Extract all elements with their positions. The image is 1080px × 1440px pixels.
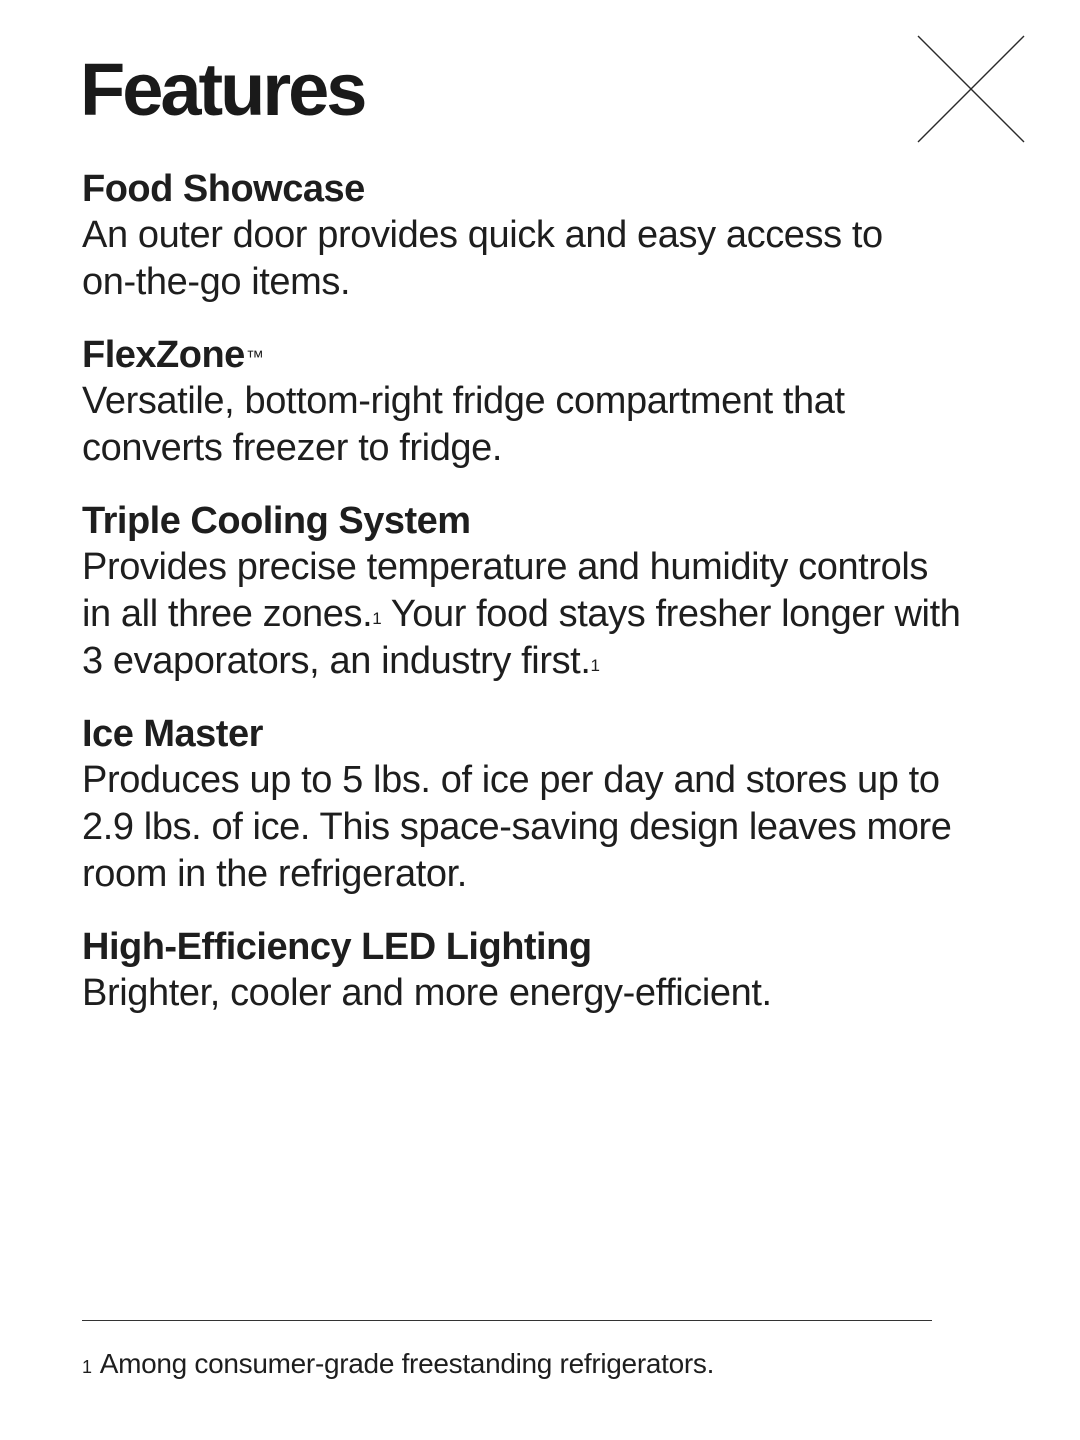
feature-description: [82, 757, 1022, 898]
feature-description: [82, 544, 1022, 685]
description-line: on-the-go items.: [82, 261, 351, 303]
page-title: Features: [80, 48, 365, 131]
description-line-continued: Your food stays fresher longer with: [381, 593, 961, 635]
feature-title-text: Ice Master: [82, 713, 263, 755]
description-line: in all three zones.: [82, 593, 373, 635]
feature-description: [82, 212, 1022, 306]
feature-food-showcase: [82, 166, 1022, 306]
feature-title: [82, 924, 1022, 970]
feature-title-text: FlexZone: [82, 334, 245, 376]
description-line: 2.9 lbs. of ice. This space-saving design leaves more: [82, 806, 952, 848]
feature-title: [82, 498, 1022, 544]
feature-title-text: Triple Cooling System: [82, 500, 471, 542]
footnote-mark: 1: [82, 1357, 92, 1377]
close-button[interactable]: [912, 32, 1030, 146]
feature-title: [82, 711, 1022, 757]
description-line: Produces up to 5 lbs. of ice per day and stores up to: [82, 759, 940, 801]
feature-led-lighting: [82, 924, 1022, 1017]
feature-description: [82, 378, 1022, 472]
description-line: Versatile, bottom-right fridge compartment that: [82, 380, 845, 422]
trademark-symbol: ™: [245, 347, 264, 367]
description-line: 3 evaporators, an industry first.: [82, 640, 591, 682]
feature-title: [82, 166, 1022, 212]
footnote: [82, 1346, 714, 1382]
feature-title-text: High-Efficiency LED Lighting: [82, 926, 592, 968]
feature-ice-master: [82, 711, 1022, 898]
footnote-divider: [82, 1320, 932, 1321]
description-line: converts freezer to fridge.: [82, 427, 503, 469]
feature-title-text: Food Showcase: [82, 168, 365, 210]
footnote-reference[interactable]: 1: [590, 656, 600, 675]
feature-title: [82, 332, 1022, 378]
feature-triple-cooling-system: [82, 498, 1022, 685]
close-x-icon: [912, 32, 1030, 146]
features-list: [82, 166, 1022, 1043]
description-line: Brighter, cooler and more energy-efficient.: [82, 972, 772, 1014]
description-line: An outer door provides quick and easy access to: [82, 214, 883, 256]
footnote-text: Among consumer-grade freestanding refrigerators.: [99, 1348, 715, 1379]
description-line: room in the refrigerator.: [82, 853, 467, 895]
feature-description: [82, 970, 1022, 1017]
description-line: Provides precise temperature and humidity controls: [82, 546, 928, 588]
footnote-reference[interactable]: 1: [372, 609, 382, 628]
feature-flexzone: [82, 332, 1022, 472]
